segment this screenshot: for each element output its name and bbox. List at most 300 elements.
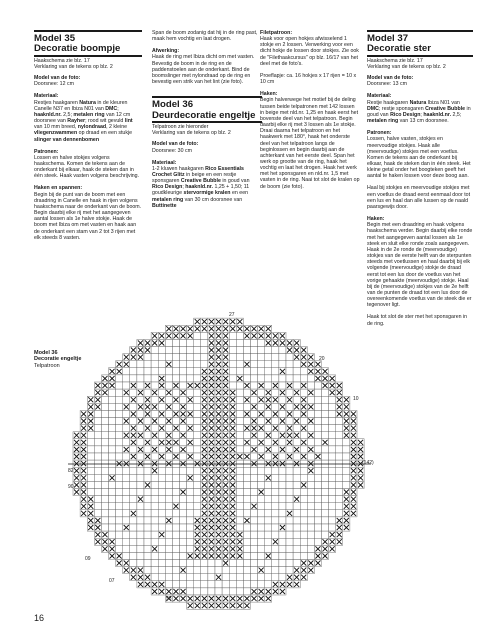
chart-cell bbox=[236, 410, 243, 417]
chart-cell bbox=[87, 453, 94, 460]
chart-cell bbox=[180, 467, 187, 474]
chart-cell bbox=[130, 375, 137, 382]
chart-cell bbox=[286, 389, 293, 396]
chart-cell bbox=[243, 489, 250, 496]
chart-cell bbox=[243, 503, 250, 510]
chart-cell bbox=[222, 581, 229, 588]
chart-cell bbox=[123, 496, 130, 503]
chart-cell bbox=[172, 552, 179, 559]
chart-cell bbox=[236, 503, 243, 510]
chart-cell bbox=[94, 439, 101, 446]
chart-cell bbox=[251, 439, 258, 446]
chart-cell bbox=[151, 524, 158, 531]
chart-cell bbox=[293, 552, 300, 559]
chart-cell bbox=[158, 552, 165, 559]
chart-cell bbox=[180, 453, 187, 460]
chart-cell bbox=[286, 354, 293, 361]
chart-cell bbox=[300, 432, 307, 439]
chart-cell bbox=[165, 531, 172, 538]
chart-cell bbox=[201, 339, 208, 346]
chart-cell bbox=[279, 531, 286, 538]
chart-cell bbox=[215, 560, 222, 567]
chart-cell bbox=[130, 545, 137, 552]
chart-cell bbox=[130, 368, 137, 375]
chart-cell bbox=[279, 538, 286, 545]
chart-cell bbox=[236, 467, 243, 474]
chart-cell bbox=[300, 496, 307, 503]
chart-cell bbox=[293, 467, 300, 474]
chart-cell bbox=[279, 503, 286, 510]
chart-cell bbox=[101, 418, 108, 425]
chart-cell bbox=[123, 382, 130, 389]
chart-cell bbox=[180, 425, 187, 432]
chart-cell bbox=[258, 524, 265, 531]
chart-cell bbox=[307, 410, 314, 417]
chart-cell bbox=[194, 567, 201, 574]
chart-cell bbox=[137, 560, 144, 567]
chart-cell bbox=[187, 375, 194, 382]
chart-cell bbox=[101, 396, 108, 403]
chart-cell bbox=[272, 567, 279, 574]
chart-cell bbox=[187, 347, 194, 354]
chart-cell bbox=[322, 418, 329, 425]
chart-cell bbox=[101, 425, 108, 432]
model-37-sub1: Haakschema zie blz. 17 bbox=[367, 57, 423, 64]
model-35-photo: Doorsnee: 12 cm bbox=[34, 81, 74, 88]
chart-cell bbox=[116, 489, 123, 496]
chart-cell bbox=[116, 467, 123, 474]
chart-cell bbox=[258, 389, 265, 396]
chart-cell bbox=[137, 453, 144, 460]
chart-cell bbox=[130, 531, 137, 538]
chart-cell bbox=[243, 552, 250, 559]
chart-cell bbox=[116, 439, 123, 446]
chart-cell bbox=[258, 581, 265, 588]
chart-cell bbox=[314, 389, 321, 396]
chart-cell bbox=[109, 503, 116, 510]
chart-cell bbox=[279, 545, 286, 552]
chart-cell bbox=[194, 453, 201, 460]
chart-cell bbox=[172, 418, 179, 425]
chart-cell bbox=[151, 574, 158, 581]
chart-cell bbox=[194, 481, 201, 488]
chart-cell bbox=[272, 361, 279, 368]
chart-cell bbox=[286, 552, 293, 559]
chart-cell bbox=[314, 410, 321, 417]
chart-cell bbox=[322, 531, 329, 538]
model-36-sub2: Verklaring van de tekens op blz. 2 bbox=[152, 130, 231, 137]
chart-cell bbox=[172, 347, 179, 354]
chart-cell bbox=[251, 396, 258, 403]
chart-cell bbox=[116, 403, 123, 410]
chart-cell bbox=[137, 524, 144, 531]
chart-cell bbox=[279, 375, 286, 382]
chart-cell bbox=[307, 396, 314, 403]
chart-cell bbox=[194, 467, 201, 474]
chart-cell bbox=[151, 425, 158, 432]
chart-cell bbox=[187, 545, 194, 552]
chart-cell bbox=[123, 489, 130, 496]
chart-cell bbox=[336, 474, 343, 481]
chart-cell bbox=[243, 347, 250, 354]
chart-cell bbox=[123, 517, 130, 524]
chart-cell bbox=[172, 581, 179, 588]
chart-cell bbox=[236, 432, 243, 439]
chart-cell bbox=[137, 474, 144, 481]
model-35-sub2: Verklaring van de tekens op blz. 2 bbox=[34, 63, 113, 70]
chart-cell bbox=[251, 489, 258, 496]
chart-cell bbox=[329, 446, 336, 453]
chart-cell bbox=[265, 347, 272, 354]
chart-cell bbox=[116, 510, 123, 517]
chart-cell bbox=[286, 538, 293, 545]
chart-cell bbox=[109, 510, 116, 517]
chart-cell bbox=[243, 339, 250, 346]
chart-cell bbox=[236, 560, 243, 567]
chart-cell bbox=[137, 481, 144, 488]
chart-cell bbox=[172, 531, 179, 538]
chart-cell bbox=[94, 510, 101, 517]
chart-cell bbox=[336, 503, 343, 510]
chart-cell bbox=[286, 560, 293, 567]
chart-caption: Model 36 Decoratie engeltje Telpatroon bbox=[34, 350, 82, 369]
chart-cell bbox=[293, 524, 300, 531]
chart-cell bbox=[158, 432, 165, 439]
chart-cell bbox=[158, 567, 165, 574]
chart-cell bbox=[208, 560, 215, 567]
chart-cell bbox=[151, 347, 158, 354]
chart-cell bbox=[307, 510, 314, 517]
chart-cell bbox=[251, 453, 258, 460]
chart-cell bbox=[165, 552, 172, 559]
chart-cell bbox=[258, 339, 265, 346]
chart-cell bbox=[101, 410, 108, 417]
chart-cell bbox=[158, 524, 165, 531]
chart-cell bbox=[258, 531, 265, 538]
chart-cell bbox=[109, 481, 116, 488]
chart-cell bbox=[236, 347, 243, 354]
chart-cell bbox=[251, 545, 258, 552]
model-36-material-heading: Materiaal: bbox=[152, 159, 177, 166]
chart-cell bbox=[322, 481, 329, 488]
chart-cell bbox=[258, 467, 265, 474]
chart-cell bbox=[236, 354, 243, 361]
chart-cell bbox=[109, 418, 116, 425]
chart-cell bbox=[144, 432, 151, 439]
chart-cell bbox=[123, 453, 130, 460]
chart-cell bbox=[286, 496, 293, 503]
chart-cell bbox=[243, 354, 250, 361]
chart-cell bbox=[130, 474, 137, 481]
chart-cell bbox=[322, 403, 329, 410]
chart-cell bbox=[165, 496, 172, 503]
chart-cell bbox=[172, 339, 179, 346]
chart-cell bbox=[101, 453, 108, 460]
chart-cell bbox=[286, 489, 293, 496]
chart-cell bbox=[272, 403, 279, 410]
chart-cell bbox=[300, 531, 307, 538]
chart-cell bbox=[130, 446, 137, 453]
chart-cell bbox=[251, 581, 258, 588]
chart-cell bbox=[293, 538, 300, 545]
chart-cell bbox=[187, 510, 194, 517]
chart-cell bbox=[208, 574, 215, 581]
chart-cell bbox=[194, 446, 201, 453]
chart-cell bbox=[236, 496, 243, 503]
chart-cell bbox=[307, 531, 314, 538]
chart-cell bbox=[94, 453, 101, 460]
chart-cell bbox=[144, 446, 151, 453]
chart-cell bbox=[279, 361, 286, 368]
chart-cell bbox=[101, 467, 108, 474]
chart-cell bbox=[258, 503, 265, 510]
model-36-filet: Haak voor open hokjes afwisselend 1 stokje en 2 lossen. Verwerking voor een dicht hokje de lossen door stokjes. Zie ook de "Filethaakcursus" op blz. 16/17 van het deel met de foto's. bbox=[260, 36, 359, 67]
chart-cell bbox=[258, 347, 265, 354]
chart-cell bbox=[130, 517, 137, 524]
chart-cell bbox=[300, 375, 307, 382]
chart-cell bbox=[314, 418, 321, 425]
chart-cell bbox=[236, 567, 243, 574]
chart-cell bbox=[172, 560, 179, 567]
chart-cell bbox=[229, 574, 236, 581]
chart-cell bbox=[329, 503, 336, 510]
chart-cell bbox=[101, 503, 108, 510]
chart-cell bbox=[165, 467, 172, 474]
chart-cell bbox=[265, 510, 272, 517]
chart-cell bbox=[286, 545, 293, 552]
chart-cell bbox=[123, 481, 130, 488]
chart-cell bbox=[293, 410, 300, 417]
chart-cell bbox=[272, 510, 279, 517]
chart-cell bbox=[151, 567, 158, 574]
chart-cell bbox=[187, 481, 194, 488]
chart-cell bbox=[158, 538, 165, 545]
chart-cell bbox=[286, 375, 293, 382]
chart-cell bbox=[194, 581, 201, 588]
chart-cell bbox=[151, 489, 158, 496]
chart-cell bbox=[180, 503, 187, 510]
chart-cell bbox=[307, 481, 314, 488]
chart-cell bbox=[130, 538, 137, 545]
chart-cell bbox=[251, 552, 258, 559]
chart-cell bbox=[137, 382, 144, 389]
chart-cell bbox=[265, 410, 272, 417]
chart-cell bbox=[300, 467, 307, 474]
chart-cell bbox=[300, 489, 307, 496]
chart-cell bbox=[144, 496, 151, 503]
chart-row-20: 20 bbox=[319, 356, 325, 362]
chart-cell bbox=[194, 489, 201, 496]
chart-cell bbox=[187, 389, 194, 396]
chart-cell bbox=[329, 467, 336, 474]
chart-cell bbox=[258, 560, 265, 567]
chart-cell bbox=[243, 581, 250, 588]
chart-cell bbox=[265, 524, 272, 531]
chart-cell bbox=[172, 389, 179, 396]
chart-cell bbox=[236, 403, 243, 410]
chart-cell bbox=[307, 489, 314, 496]
chart-cell bbox=[322, 446, 329, 453]
chart-cell bbox=[243, 545, 250, 552]
chart-cell bbox=[286, 524, 293, 531]
chart-cell bbox=[272, 560, 279, 567]
model-35-patterns: Lossen en halve stokjes volgens haakschema. Komen de tekens aan de onderkant bij elkaar, haak de steken dan in één steek. Haak vasten volgens beschrijving. bbox=[34, 154, 140, 180]
chart-cell bbox=[286, 503, 293, 510]
chart-cell bbox=[322, 453, 329, 460]
chart-cell bbox=[229, 382, 236, 389]
model-36-crochet: Begin halverwege het motief bij de deling tussen beide telpatronen met 142 lossen in beige met nld.nr. 1,25 en haak eerst het bovenste deel van het telpatroon. Begin daarbij elke rij met 3 lossen als 1e stokje. Draai daarna het telpatroon en het haakwerk met 180°, haak het onderste deel van het telpatroon langs de beginlossen en begin daarbij aan de achterkant van het eerste deel. Span het werk op grootte van de ring, haak het vochtig en laat het drogen. Haak het werk met het sponsgaren en nld.nr. 1,5 met vasten in de ring. Naai tot slot de kralen op de boom (zie foto). bbox=[260, 97, 360, 190]
chart-cell bbox=[272, 496, 279, 503]
chart-cell bbox=[180, 581, 187, 588]
chart-cell bbox=[229, 588, 236, 595]
chart-cell bbox=[229, 332, 236, 339]
chart-cell bbox=[194, 574, 201, 581]
model-36-sub1: Telpatroon zie hieronder bbox=[152, 124, 209, 131]
chart-cell bbox=[314, 496, 321, 503]
chart-cell bbox=[322, 517, 329, 524]
model-35-finish: Haak de ring met Ibiza dicht om met vasten. Bevestig de boom in de ring en de paddenstoelen aan de onderkant. Bind de boomslinger met nylondraad op de ring en bevestig een strik van het lint (zie foto). bbox=[152, 54, 255, 86]
chart-cell bbox=[94, 489, 101, 496]
chart-cell bbox=[130, 489, 137, 496]
chart-cell bbox=[265, 382, 272, 389]
chart-cell bbox=[307, 425, 314, 432]
chart-cell bbox=[279, 347, 286, 354]
chart-cell bbox=[123, 531, 130, 538]
chart-cell bbox=[236, 368, 243, 375]
chart-cell bbox=[137, 361, 144, 368]
chart-cell bbox=[236, 439, 243, 446]
chart-cell bbox=[286, 361, 293, 368]
chart-cell bbox=[151, 560, 158, 567]
chart-cell bbox=[180, 339, 187, 346]
chart-cell bbox=[123, 439, 130, 446]
chart-cell bbox=[293, 531, 300, 538]
chart-row-82: 82 bbox=[68, 468, 74, 474]
chart-cell bbox=[194, 474, 201, 481]
chart-cell bbox=[258, 517, 265, 524]
chart-cell bbox=[109, 517, 116, 524]
chart-cell bbox=[286, 474, 293, 481]
chart-cell bbox=[158, 503, 165, 510]
chart-cell bbox=[158, 418, 165, 425]
chart-cell bbox=[187, 524, 194, 531]
chart-cell bbox=[165, 347, 172, 354]
chart-cell bbox=[258, 432, 265, 439]
chart-cell bbox=[201, 354, 208, 361]
chart-cell bbox=[194, 410, 201, 417]
chart-cell bbox=[251, 382, 258, 389]
chart-cell bbox=[208, 588, 215, 595]
chart-cell bbox=[236, 425, 243, 432]
chart-cell bbox=[172, 361, 179, 368]
chart-cell bbox=[180, 531, 187, 538]
chart-cell bbox=[329, 474, 336, 481]
chart-cell bbox=[130, 403, 137, 410]
chart-cell bbox=[116, 538, 123, 545]
chart-cell bbox=[265, 467, 272, 474]
chart-cell bbox=[343, 439, 350, 446]
chart-cell bbox=[272, 347, 279, 354]
chart-cell bbox=[272, 432, 279, 439]
chart-cell bbox=[137, 375, 144, 382]
chart-cell bbox=[194, 339, 201, 346]
chart-cell bbox=[151, 361, 158, 368]
chart-cell bbox=[251, 410, 258, 417]
chart-cell bbox=[94, 474, 101, 481]
chart-cell bbox=[322, 489, 329, 496]
chart-cell bbox=[336, 446, 343, 453]
chart-cell bbox=[187, 467, 194, 474]
chart-cell bbox=[343, 446, 350, 453]
chart-cell bbox=[187, 560, 194, 567]
chart-cell bbox=[194, 588, 201, 595]
model-36-material: 1-2 kluwen haakgaren Rico Essentials Crochet Glitz in beige en een restje sponsgaren Creative Bubble in goud van Rico Design; haaknld.nr. 1,25 + 1,50; 11 goudkleurige stervormige kralen en een metalen ring van 30 cm doorsnee van Buttinette bbox=[152, 165, 250, 209]
chart-cell bbox=[251, 347, 258, 354]
chart-cell bbox=[94, 467, 101, 474]
chart-cell bbox=[293, 474, 300, 481]
chart-cell bbox=[123, 510, 130, 517]
chart-cell bbox=[336, 453, 343, 460]
chart-cell bbox=[137, 510, 144, 517]
chart-cell bbox=[165, 560, 172, 567]
chart-cell bbox=[272, 389, 279, 396]
chart-cell bbox=[243, 446, 250, 453]
chart-cell bbox=[144, 538, 151, 545]
chart-cell bbox=[180, 481, 187, 488]
chart-cell bbox=[279, 552, 286, 559]
model-35-material: Restjes haakgaren Natura in de kleuren Canelle N37 en Ibiza N01 van DMC; haaknld.nr. 2,5; metalen ring van 12 cm doorsnee van Rayher; rood wit gevuld lint van 10 mm breed, nylondraad, 2 kleine vliegenzwammen op draad en een stukje slinger van dennenbomen bbox=[34, 99, 133, 143]
chart-cell bbox=[158, 560, 165, 567]
chart-cell bbox=[286, 567, 293, 574]
chart-cell bbox=[116, 453, 123, 460]
chart-cell bbox=[144, 467, 151, 474]
chart-cell bbox=[151, 453, 158, 460]
chart-cell bbox=[314, 538, 321, 545]
chart-cell bbox=[137, 368, 144, 375]
model-36-gauge: Proeflapje: ca. 16 hokjes x 17 rijen = 10 x 10 cm bbox=[260, 72, 357, 86]
chart-cell bbox=[109, 531, 116, 538]
chart-cell bbox=[165, 481, 172, 488]
chart-cell bbox=[251, 531, 258, 538]
chart-cell bbox=[144, 418, 151, 425]
chart-cell bbox=[222, 574, 229, 581]
chart-cell bbox=[251, 510, 258, 517]
chart-cell bbox=[293, 453, 300, 460]
chart-cell bbox=[300, 389, 307, 396]
chart-cell bbox=[116, 524, 123, 531]
chart-cell bbox=[194, 503, 201, 510]
chart-cell bbox=[101, 432, 108, 439]
chart-cell bbox=[251, 368, 258, 375]
chart-cell bbox=[158, 574, 165, 581]
chart-cell bbox=[144, 354, 151, 361]
chart-cell bbox=[243, 588, 250, 595]
chart-cell bbox=[194, 560, 201, 567]
chart-cell bbox=[180, 382, 187, 389]
model-35-crochet: Begin bij de punt van de boom met een draadring in Canelle en haak in rijen volgens haakschema naar de onderkant van de boom. Begin daarbij elke rij met het aangegeven aantal lossen als 1e halve stokje. Haak de boom met Ibiza om met vasten en haak aan de onderkant een stam van 2 tot 3 rijen met elk steeds 8 vasten. bbox=[34, 191, 142, 241]
chart-cell bbox=[279, 425, 286, 432]
model-35-photo-heading: Model van de foto: bbox=[34, 75, 81, 82]
chart-cell bbox=[158, 446, 165, 453]
chart-cell bbox=[236, 517, 243, 524]
chart-cell bbox=[300, 474, 307, 481]
chart-cell bbox=[336, 510, 343, 517]
chart-cell bbox=[314, 489, 321, 496]
chart-cell bbox=[300, 552, 307, 559]
chart-cell bbox=[201, 332, 208, 339]
chart-cell bbox=[265, 531, 272, 538]
chart-cell bbox=[165, 474, 172, 481]
